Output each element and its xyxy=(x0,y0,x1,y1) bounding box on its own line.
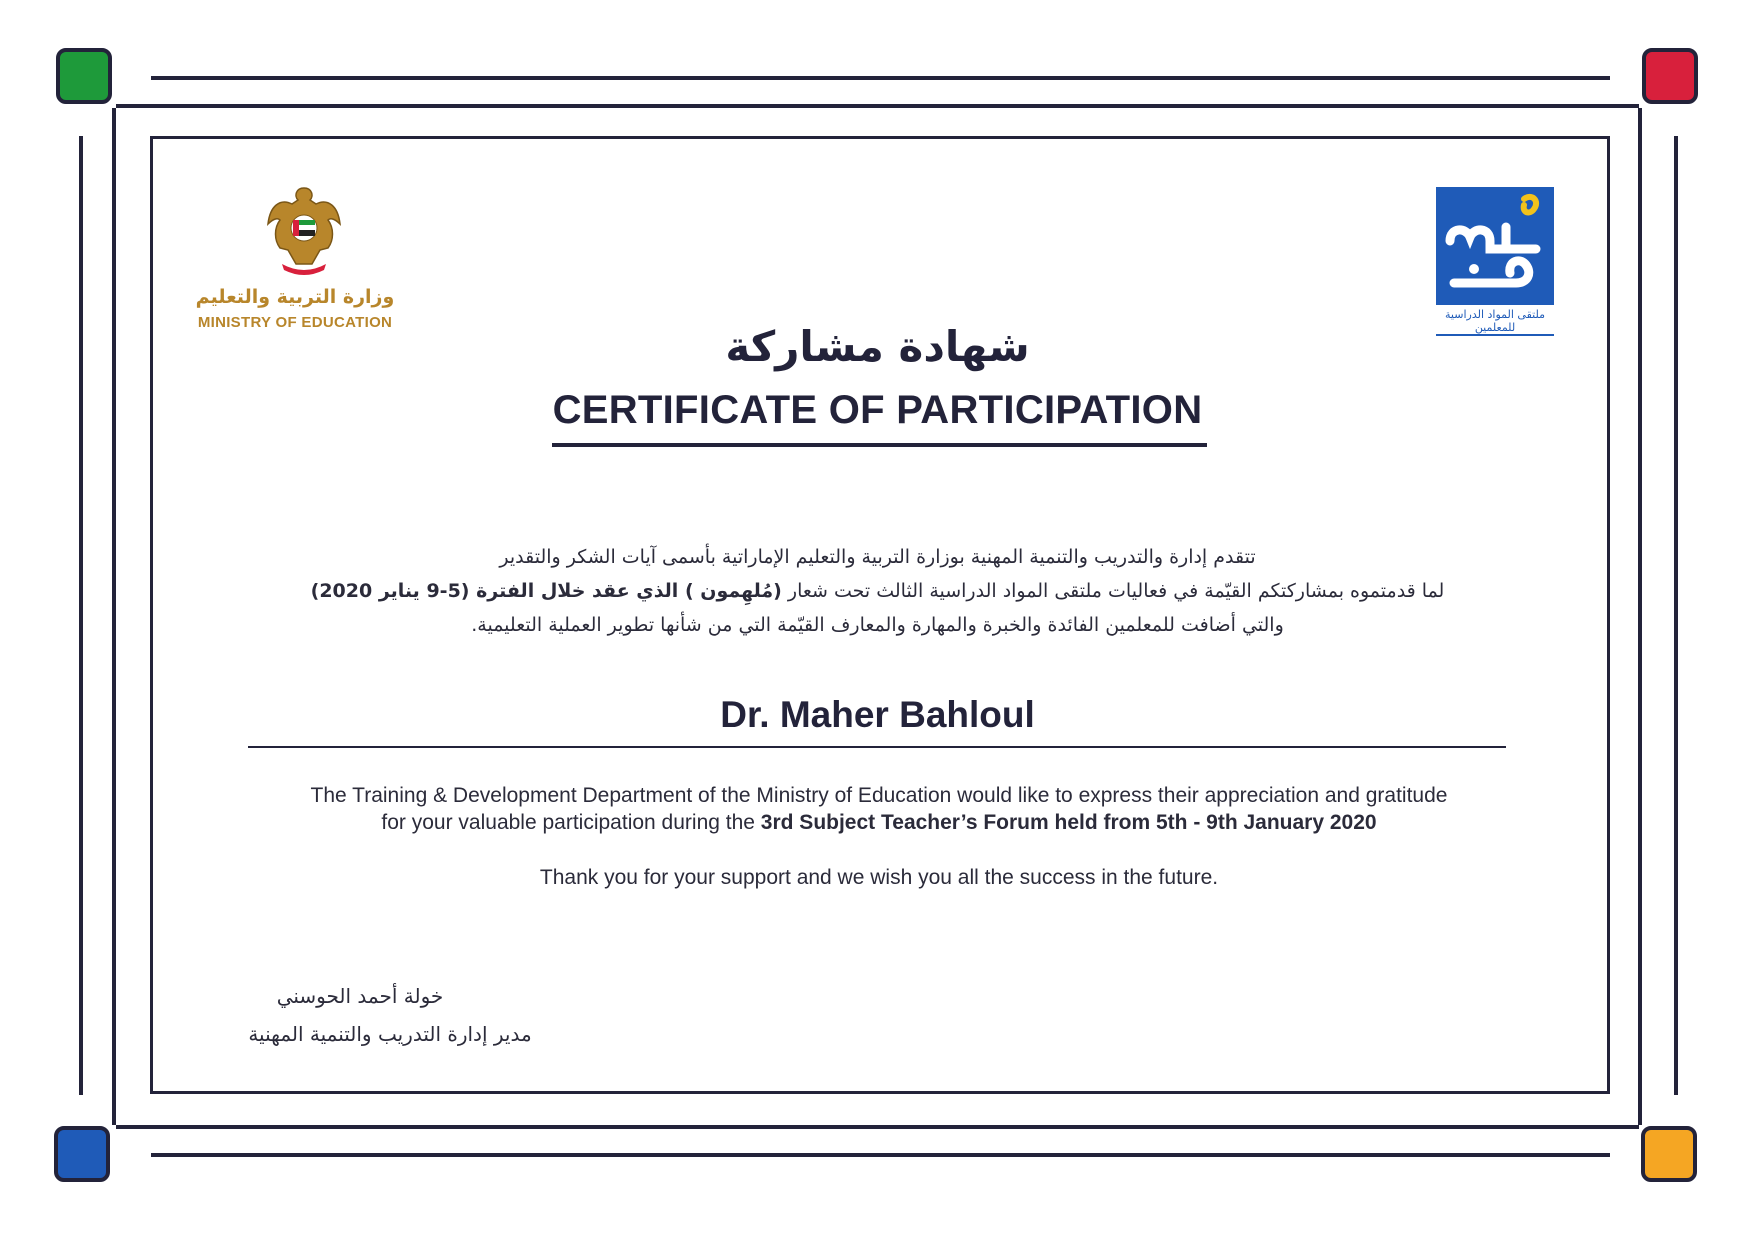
title-arabic: شهادة مشاركة xyxy=(725,322,1030,371)
forum-logo-subtext: ملتقى المواد الدراسية للمعلمين xyxy=(1436,308,1554,336)
ministry-logo xyxy=(190,184,420,334)
ministry-arabic-name: وزارة التربية والتعليم xyxy=(195,286,395,308)
frame-left-line xyxy=(112,108,116,1125)
corner-square-blue xyxy=(54,1126,110,1182)
frame-left-outer-line xyxy=(79,136,83,1095)
corner-square-red xyxy=(1642,48,1698,104)
arabic-body-line-2 xyxy=(200,580,1555,602)
arabic-body-line-3: والتي أضافت للمعلمين الفائدة والخبرة والمهارة والمعارف القيّمة التي من شأنها تطوير العملية التعليمية. xyxy=(471,614,1284,636)
ministry-english-name: MINISTRY OF EDUCATION xyxy=(197,314,393,331)
frame-bottom-line xyxy=(116,1125,1639,1129)
english-body-line-2 xyxy=(150,811,1608,835)
title-english: CERTIFICATE OF PARTICIPATION xyxy=(552,388,1203,432)
frame-top-line xyxy=(116,104,1639,108)
arabic-body-line-2-bold: (مُلهِمون ) الذي عقد خلال الفترة (5-9 يناير 2020) xyxy=(310,580,782,602)
frame-right-line xyxy=(1638,108,1642,1125)
recipient-underline xyxy=(248,746,1506,748)
english-thanks-line: Thank you for your support and we wish you all the success in the future. xyxy=(539,866,1219,889)
frame-top-outer-line xyxy=(151,76,1610,80)
mulhimoon-logo-icon xyxy=(1436,187,1554,305)
english-body-line-1: The Training & Development Department of the Ministry of Education would like to express their appreciation and gratitude xyxy=(310,784,1448,807)
recipient-name: Dr. Maher Bahloul xyxy=(720,694,1035,735)
frame-right-outer-line xyxy=(1674,136,1678,1095)
title-underline xyxy=(552,443,1207,447)
arabic-body-line-1: تتقدم إدارة والتدريب والتنمية المهنية بوزارة التربية والتعليم الإماراتية بأسمى آيات الشكر والتقدير xyxy=(499,546,1256,568)
signatory-role: مدير إدارة التدريب والتنمية المهنية xyxy=(248,1022,532,1046)
signatory-name: خولة أحمد الحوسني xyxy=(276,984,444,1008)
uae-falcon-emblem-icon xyxy=(266,184,342,276)
english-body-line-2-text: for your valuable participation during the xyxy=(381,811,761,834)
forum-logo xyxy=(1436,187,1556,337)
arabic-body-line-2-text: لما قدمتموه بمشاركتكم القيّمة في فعاليات ملتقى المواد الدراسية الثالث تحت شعار xyxy=(781,580,1445,602)
english-body-line-2-bold: 3rd Subject Teacher’s Forum held from 5th - 9th January 2020 xyxy=(760,811,1377,834)
frame-bottom-outer-line xyxy=(151,1153,1610,1157)
corner-square-orange xyxy=(1641,1126,1697,1182)
corner-square-green xyxy=(56,48,112,104)
